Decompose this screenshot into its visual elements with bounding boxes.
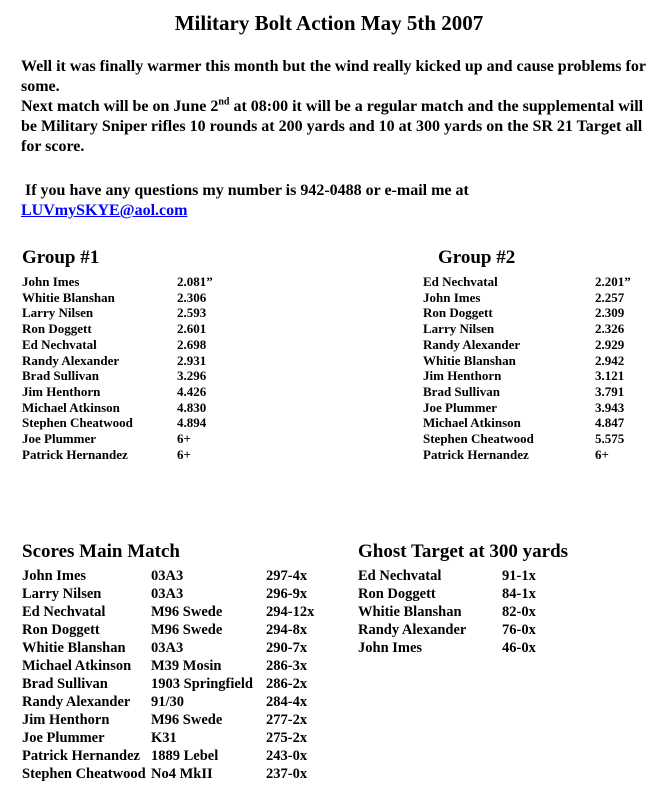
shooter-name: Michael Atkinson xyxy=(22,399,120,415)
group-row xyxy=(22,290,213,306)
group-row xyxy=(423,400,631,416)
group-row xyxy=(22,431,213,447)
shooter-name: Stephen Cheatwood xyxy=(22,766,146,782)
group-row xyxy=(423,368,631,384)
group2-heading: Group #2 xyxy=(438,247,516,268)
shooter-name: Ed Nechvatal xyxy=(22,336,97,352)
group-size-value: 2.201” xyxy=(595,274,631,289)
shooter-name: Ron Doggett xyxy=(423,305,493,321)
rifle-name: 03A3 xyxy=(151,568,184,584)
group-row xyxy=(22,400,213,416)
group-row xyxy=(423,321,631,337)
ghost-target-heading: Ghost Target at 300 yards xyxy=(358,541,569,562)
score-value: 294-12x xyxy=(266,604,315,620)
shooter-name: Joe Plummer xyxy=(423,399,498,415)
ghost-target-section xyxy=(358,540,568,657)
group-size-value: 2.593 xyxy=(177,305,207,321)
group-size-value: 3.296 xyxy=(177,368,207,384)
score-value: 243-0x xyxy=(266,748,308,764)
group-size-value: 5.575 xyxy=(595,431,625,447)
shooter-name: Joe Plummer xyxy=(22,431,97,447)
intro-block xyxy=(21,57,658,221)
contact-line: If you have any questions my number is 942-0488 or e-mail me at xyxy=(21,182,469,199)
shooter-name: Ed Nechvatal xyxy=(358,568,442,584)
ghost-score-value: 84-1x xyxy=(502,586,536,602)
shooter-name: Whitie Blanshan xyxy=(22,289,115,305)
shooter-name: Ed Nechvatal xyxy=(22,604,106,620)
shooter-name: Randy Alexander xyxy=(358,622,467,638)
group-row xyxy=(22,353,213,369)
group-size-value: 4.426 xyxy=(177,383,207,399)
rifle-name: 91/30 xyxy=(151,694,185,710)
shooter-name: John Imes xyxy=(22,274,80,289)
shooter-name: Stephen Cheatwood xyxy=(22,415,133,431)
score-row xyxy=(22,639,314,657)
ordinal-superscript: nd xyxy=(218,96,230,108)
group-size-value: 2.931 xyxy=(177,352,207,368)
scores-heading: Scores Main Match xyxy=(22,541,180,562)
score-value: 286-3x xyxy=(266,658,308,674)
score-value: 294-8x xyxy=(266,622,308,638)
group-row xyxy=(22,415,213,431)
shooter-name: Larry Nilsen xyxy=(22,305,94,321)
group-size-value: 2.326 xyxy=(595,321,625,337)
score-value: 286-2x xyxy=(266,676,308,692)
group-size-value: 3.943 xyxy=(595,399,625,415)
shooter-name: Brad Sullivan xyxy=(22,368,99,384)
shooter-name: Joe Plummer xyxy=(22,730,105,746)
score-value: 290-7x xyxy=(266,640,308,656)
weather-paragraph: Well it was finally warmer this month but the wind really kicked up and cause problems for some. xyxy=(21,58,650,95)
group-size-value: 6+ xyxy=(595,446,609,462)
scores-section xyxy=(22,540,314,783)
shooter-name: Larry Nilsen xyxy=(423,321,495,337)
next-match-text-post: at 08:00 it will be a regular match and the supplemental will be Military Sniper rifles 10 rounds at 200 yards and 10 at 300 yards on the SR 21 Target all for score. xyxy=(21,98,648,155)
score-row xyxy=(22,567,314,585)
shooter-name: Randy Alexander xyxy=(22,352,120,368)
shooter-name: Michael Atkinson xyxy=(423,415,521,431)
group-row xyxy=(22,384,213,400)
group-size-value: 4.830 xyxy=(177,399,207,415)
shooter-name: John Imes xyxy=(358,640,423,656)
rifle-name: M39 Mosin xyxy=(151,658,222,674)
shooter-name: Patrick Hernandez xyxy=(423,446,529,462)
group-size-value: 2.309 xyxy=(595,305,625,321)
rifle-name: M96 Swede xyxy=(151,622,223,638)
score-value: 284-4x xyxy=(266,694,308,710)
rifle-name: M96 Swede xyxy=(151,712,223,728)
score-row xyxy=(22,693,314,711)
score-value: 297-4x xyxy=(266,568,308,584)
ghost-row xyxy=(358,585,568,603)
shooter-name: John Imes xyxy=(423,289,481,305)
group-row xyxy=(423,384,631,400)
group-size-value: 2.942 xyxy=(595,352,625,368)
group-row xyxy=(423,337,631,353)
group-row xyxy=(423,447,631,463)
group-row xyxy=(22,447,213,463)
page-title: Military Bolt Action May 5th 2007 xyxy=(174,11,484,35)
group-size-value: 2.306 xyxy=(177,289,207,305)
shooter-name: Jim Henthorn xyxy=(22,383,101,399)
ghost-target-rows xyxy=(358,567,568,657)
group-row xyxy=(22,321,213,337)
group1-section xyxy=(22,246,213,462)
group-row xyxy=(22,305,213,321)
group-size-value: 4.894 xyxy=(177,415,207,431)
score-row xyxy=(22,711,314,729)
shooter-name: Randy Alexander xyxy=(423,336,521,352)
shooter-name: Whitie Blanshan xyxy=(22,640,126,656)
score-value: 277-2x xyxy=(266,712,308,728)
rifle-name: 03A3 xyxy=(151,640,184,656)
score-row xyxy=(22,585,314,603)
group1-heading: Group #1 xyxy=(22,247,100,268)
group-size-value: 3.791 xyxy=(595,383,625,399)
rifle-name: No4 MkII xyxy=(151,766,213,782)
rifle-name: K31 xyxy=(151,730,177,746)
rifle-name: 03A3 xyxy=(151,586,184,602)
shooter-name: Jim Henthorn xyxy=(22,712,110,728)
score-row xyxy=(22,621,314,639)
shooter-name: Jim Henthorn xyxy=(423,368,502,384)
shooter-name: Ron Doggett xyxy=(22,622,100,638)
score-value: 296-9x xyxy=(266,586,308,602)
group-row xyxy=(423,305,631,321)
shooter-name: Patrick Hernandez xyxy=(22,446,128,462)
score-row xyxy=(22,765,314,783)
shooter-name: Patrick Hernandez xyxy=(22,748,140,764)
score-value: 237-0x xyxy=(266,766,308,782)
shooter-name: Larry Nilsen xyxy=(22,586,102,602)
next-match-text-pre: Next match will be on June 2 xyxy=(21,98,219,115)
group-row xyxy=(423,274,631,290)
shooter-name: Stephen Cheatwood xyxy=(423,431,534,447)
email-link[interactable]: LUVmySKYE@aol.com xyxy=(21,202,188,219)
score-row xyxy=(22,729,314,747)
group-row xyxy=(423,431,631,447)
group-row xyxy=(22,274,213,290)
ghost-score-value: 46-0x xyxy=(502,640,536,656)
group-row xyxy=(22,337,213,353)
group1-rows xyxy=(22,274,213,462)
group2-section xyxy=(423,246,631,462)
group-size-value: 4.847 xyxy=(595,415,625,431)
group-row xyxy=(423,290,631,306)
shooter-name: John Imes xyxy=(22,568,87,584)
group-row xyxy=(22,368,213,384)
ghost-score-value: 82-0x xyxy=(502,604,536,620)
group-size-value: 2.698 xyxy=(177,336,207,352)
score-row xyxy=(22,603,314,621)
rifle-name: 1903 Springfield xyxy=(151,676,253,692)
ghost-row xyxy=(358,639,568,657)
scores-rows xyxy=(22,567,314,783)
group-size-value: 2.081” xyxy=(177,274,213,289)
group-size-value: 2.601 xyxy=(177,321,207,337)
score-row xyxy=(22,675,314,693)
shooter-name: Michael Atkinson xyxy=(22,658,132,674)
shooter-name: Whitie Blanshan xyxy=(358,604,462,620)
email-line xyxy=(21,201,658,221)
shooter-name: Brad Sullivan xyxy=(22,676,108,692)
group-size-value: 2.257 xyxy=(595,289,625,305)
shooter-name: Ron Doggett xyxy=(22,321,92,337)
group-size-value: 2.929 xyxy=(595,336,625,352)
ghost-row xyxy=(358,621,568,639)
score-row xyxy=(22,657,314,675)
group-size-value: 3.121 xyxy=(595,368,625,384)
group-row xyxy=(423,353,631,369)
score-value: 275-2x xyxy=(266,730,308,746)
group-row xyxy=(423,415,631,431)
group2-rows xyxy=(423,274,631,462)
score-row xyxy=(22,747,314,765)
shooter-name: Randy Alexander xyxy=(22,694,131,710)
group-size-value: 6+ xyxy=(177,431,191,447)
shooter-name: Whitie Blanshan xyxy=(423,352,516,368)
shooter-name: Ron Doggett xyxy=(358,586,436,602)
ghost-score-value: 91-1x xyxy=(502,568,536,584)
rifle-name: 1889 Lebel xyxy=(151,748,219,764)
shooter-name: Brad Sullivan xyxy=(423,383,500,399)
group-size-value: 6+ xyxy=(177,446,191,462)
shooter-name: Ed Nechvatal xyxy=(423,274,498,289)
rifle-name: M96 Swede xyxy=(151,604,223,620)
next-match-paragraph xyxy=(21,97,658,157)
ghost-row xyxy=(358,567,568,585)
ghost-row xyxy=(358,603,568,621)
ghost-score-value: 76-0x xyxy=(502,622,536,638)
